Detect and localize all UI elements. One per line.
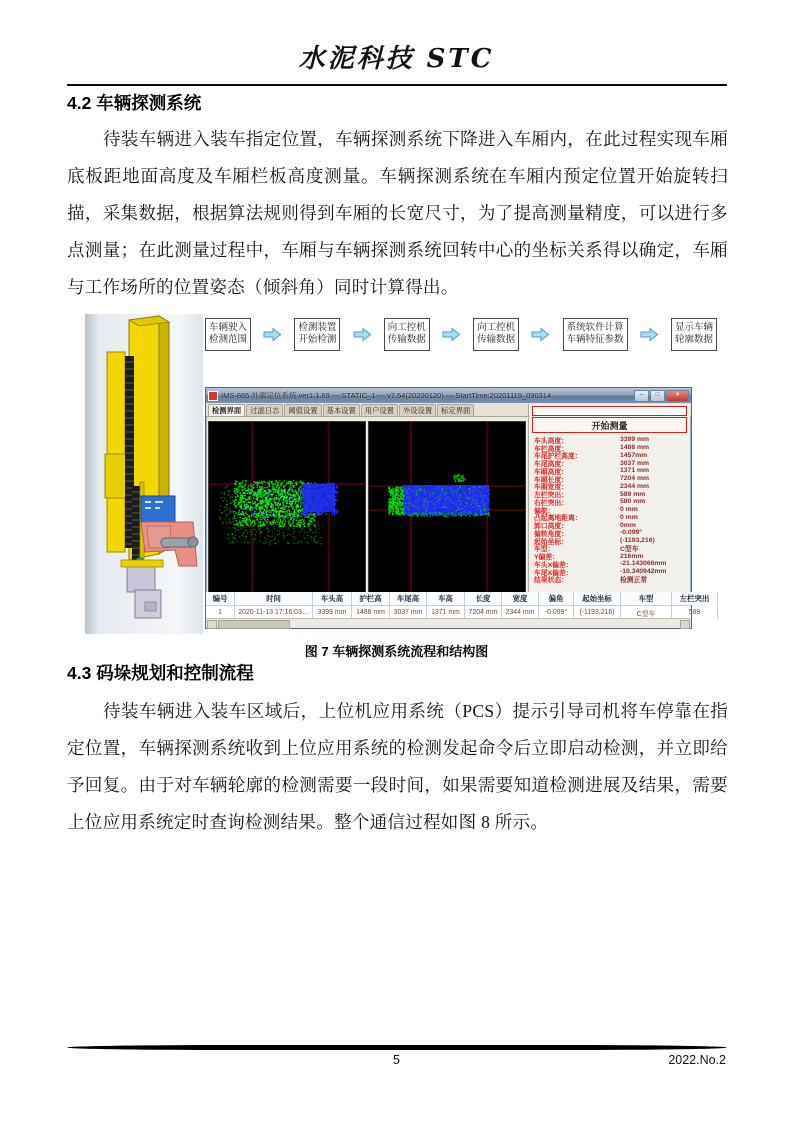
- measurement-value: 580 mm: [620, 498, 646, 506]
- measurement-value: -10.340942mm: [620, 568, 667, 576]
- measurement-label: 车厢宽度：: [534, 484, 568, 492]
- measurement-value: 3399 mm: [620, 436, 650, 444]
- table-cell: 2020-11-13 17:16:03…: [235, 606, 313, 619]
- scroll-right-icon[interactable]: [680, 620, 690, 629]
- table-cell: 1: [206, 606, 235, 619]
- arrow-right-icon: [264, 327, 281, 342]
- app-tab[interactable]: 基本设置: [323, 404, 360, 416]
- arrow-right-icon: [443, 327, 460, 342]
- flowchart-step: 车辆驶入 检测范围: [205, 318, 251, 351]
- journal-title: 水泥科技 STC: [298, 44, 495, 74]
- scroll-left-icon[interactable]: [207, 620, 217, 629]
- table-cell: C型车: [621, 606, 672, 619]
- status-strip: [532, 406, 687, 416]
- measurement-value: 0mm: [620, 521, 636, 529]
- app-tab[interactable]: 阈值设置: [284, 404, 321, 416]
- measurement-value: 3037 mm: [620, 459, 650, 467]
- flowchart-step: 显示车辆 轮廓数据: [671, 318, 717, 351]
- table-cell: 1488 mm: [352, 606, 390, 619]
- measurement-label: 卸口高度：: [534, 523, 568, 531]
- measurement-value: 检测正常: [620, 577, 648, 585]
- horizontal-scrollbar[interactable]: [206, 618, 691, 628]
- arrow-right-icon: [354, 327, 371, 342]
- measurement-value: 1488 mm: [620, 444, 650, 452]
- measurement-value: 0 mm: [620, 506, 638, 514]
- measurement-label: 车尾高度：: [534, 461, 568, 469]
- measurement-value: 7204 mm: [620, 475, 650, 483]
- measurement-row: [529, 576, 690, 584]
- app-tab[interactable]: 标定界面: [437, 404, 474, 416]
- table-cell: 1371 mm: [427, 606, 465, 619]
- measurement-label: 车栏高度：: [534, 445, 568, 453]
- measurement-label: 起始坐标：: [534, 538, 568, 546]
- measurement-value: (-1193,216): [620, 537, 655, 545]
- window-controls: [634, 390, 689, 402]
- table-header-cell: 车型: [621, 592, 672, 605]
- pointcloud-side-view[interactable]: [208, 421, 366, 593]
- arrow-right-icon: [641, 327, 658, 342]
- app-results-table: [206, 592, 710, 619]
- table-header-cell: 左栏突出: [672, 592, 718, 605]
- figure-7-caption: 图 7 车辆探测系统流程和结构图: [304, 644, 489, 659]
- table-cell: 2344 mm: [502, 606, 539, 619]
- table-cell: 7204 mm: [465, 606, 502, 619]
- issue-number: 2022.No.2: [668, 1053, 726, 1067]
- app-titlebar[interactable]: [206, 388, 691, 403]
- measurement-value: -0.099°: [620, 529, 642, 537]
- measurement-label: 车厢长度：: [534, 476, 568, 484]
- detection-app-window: [205, 387, 710, 629]
- measurement-value: -21.143066mm: [620, 560, 667, 568]
- table-header-cell: 宽度: [502, 592, 539, 605]
- measurement-label: 车头X偏差：: [534, 561, 573, 569]
- table-cell: 3037 mm: [390, 606, 427, 619]
- table-cell: 589: [672, 606, 718, 619]
- app-tab[interactable]: 检测界面: [208, 404, 245, 416]
- measurement-label: 车尾X偏差：: [534, 569, 573, 577]
- app-tab[interactable]: 过滤日志: [246, 404, 283, 416]
- measurement-label: 偏转角度：: [534, 530, 568, 538]
- measurement-panel: [528, 404, 690, 592]
- measurement-value: 589 mm: [620, 490, 646, 498]
- footer-rule: [67, 1045, 727, 1050]
- table-header-cell: 偏角: [539, 592, 574, 605]
- table-header-cell: 车高: [427, 592, 465, 605]
- measurement-value: 0 mm: [620, 513, 638, 521]
- detection-flowchart: [205, 318, 717, 351]
- table-header-cell: 时间: [235, 592, 313, 605]
- minimize-button[interactable]: –: [634, 390, 649, 402]
- measurement-label: 车尾护栏高度：: [534, 453, 582, 461]
- app-tab[interactable]: 外设设置: [399, 404, 436, 416]
- detector-machine-illustration: [85, 314, 203, 634]
- measurement-label: 左栏突出：: [534, 492, 568, 500]
- measurement-label: 右栏突出：: [534, 499, 568, 507]
- header-rule: [67, 84, 727, 86]
- table-header-row: [206, 592, 710, 606]
- table-cell: -0.099°: [539, 606, 574, 619]
- measurement-value: 1371 mm: [620, 467, 650, 475]
- table-cell: 3399 mm: [313, 606, 352, 619]
- table-header-cell: 编号: [206, 592, 235, 605]
- measurement-value: 2344 mm: [620, 482, 650, 490]
- table-header-cell: 起始坐标: [574, 592, 621, 605]
- measurement-label: 车型：: [534, 546, 555, 554]
- flowchart-step: 检测装置 开始检测: [294, 318, 340, 351]
- section-heading-4-3: 4.3 码垛规划和控制流程: [67, 663, 254, 683]
- measurement-value: 1457mm: [620, 451, 648, 459]
- measurement-label: 车厢高度：: [534, 468, 568, 476]
- measurement-label: 偏航：: [534, 507, 555, 515]
- table-cell: (-1193,216): [574, 606, 621, 619]
- arrow-right-icon: [532, 327, 549, 342]
- section-4-3-paragraph: 待装车辆进入装车区域后，上位机应用系统（PCS）提示引导司机将车停靠在指定位置，车辆探测系统收到上位应用系统的检测发起命令后立即启动检测，并立即给予回复。由于对车辆轮廓的检测需要一段时间，如果需要知道检测进展及结果，需要上位应用系统定时查询检测结果。整个通信过程如图 8 所示。: [67, 701, 728, 832]
- section-heading-4-2: 4.2 车辆探测系统: [67, 93, 202, 113]
- pointcloud-top-view[interactable]: [368, 421, 526, 593]
- app-tab[interactable]: 用户设置: [361, 404, 398, 416]
- measurement-label: 结果状态：: [534, 577, 568, 585]
- table-header-cell: 车头高: [313, 592, 352, 605]
- flowchart-step: 向工控机 传输数据: [384, 318, 430, 351]
- table-header-cell: 长度: [465, 592, 502, 605]
- flowchart-step: 系统软件计算 车辆特征参数: [563, 318, 628, 351]
- figure-7: [85, 314, 717, 636]
- maximize-button[interactable]: □: [650, 390, 665, 402]
- measurement-value: 216mm: [620, 552, 644, 560]
- start-measure-button[interactable]: 开始测量: [532, 417, 687, 433]
- scrollbar-thumb[interactable]: [218, 620, 290, 629]
- table-header-cell: 护栏高: [352, 592, 390, 605]
- measurement-label: 车头高度：: [534, 437, 568, 445]
- close-button[interactable]: ×: [666, 390, 689, 402]
- section-4-2-paragraph: 待装车辆进入装车指定位置，车辆探测系统下降进入车厢内，在此过程实现车厢底板距地面高度及车厢栏板高度测量。车辆探测系统在车厢内预定位置开始旋转扫描，采集数据，根据算法规则得到车厢的长宽尺寸，为了提高测量精度，可以进行多点测量；在此测量过程中，车厢与车辆探测系统回转中心的坐标关系得以确定，车厢与工作场所的位置姿态（倾斜角）同时计算得出。: [67, 129, 728, 297]
- measurement-value: C型车: [620, 546, 639, 554]
- measurement-list: [529, 436, 690, 583]
- app-icon: [208, 391, 218, 401]
- measurement-label: Y偏差：: [534, 554, 559, 562]
- flowchart-step: 向工控机 传输数据: [473, 318, 519, 351]
- page-number: 5: [393, 1053, 400, 1067]
- table-header-cell: 车尾高: [390, 592, 427, 605]
- app-window-title: IMS-865 外廓定位系统 ver1.1.69 --- STATIC_1 --- v7.54(20200120) --- StartTime:20201119_090314: [221, 391, 552, 400]
- measurement-label: 凸起离地距离：: [534, 515, 582, 523]
